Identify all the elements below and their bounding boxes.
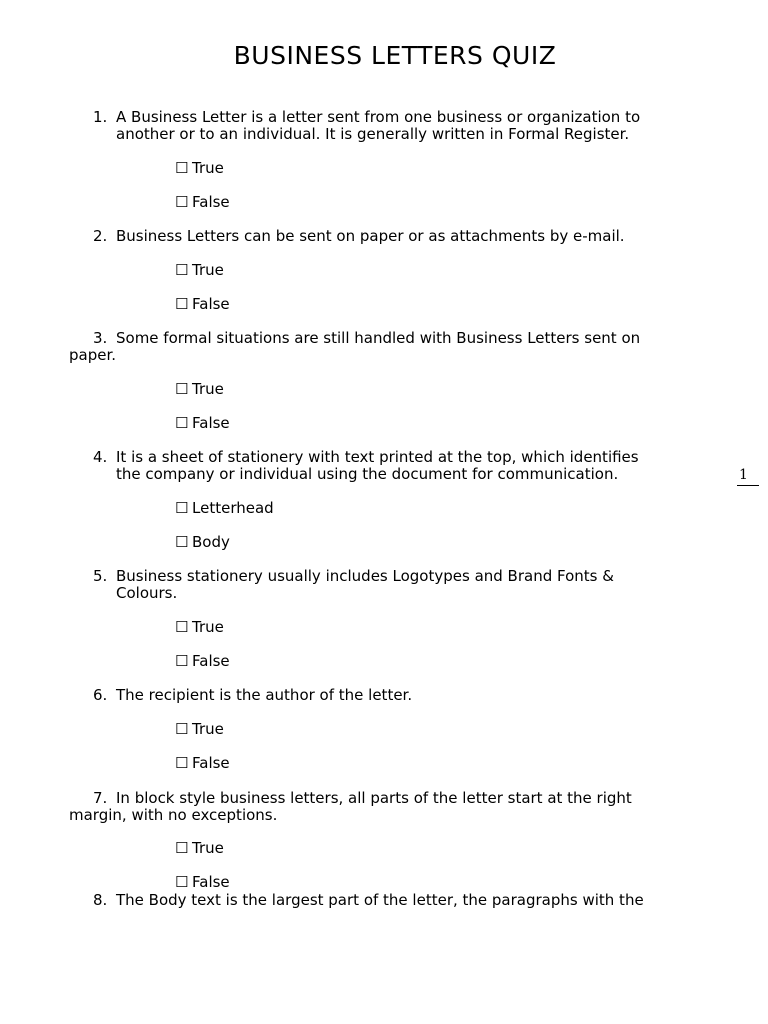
question-text-line: Business stationery usually includes Logotypes and Brand Fonts & [116, 567, 614, 585]
checkbox-icon[interactable]: ☐ [175, 380, 189, 398]
answer-option[interactable] [175, 500, 274, 517]
question-text-line: The recipient is the author of the letter. [116, 686, 413, 704]
option-label: True [192, 380, 224, 398]
answer-option[interactable] [175, 619, 224, 636]
option-label: True [192, 159, 224, 177]
question-number: 8. [93, 891, 108, 909]
checkbox-icon[interactable]: ☐ [175, 754, 189, 772]
question-text-line: In block style business letters, all parts of the letter start at the right [116, 789, 632, 807]
question-number: 7. [93, 789, 108, 807]
question-text-line: Business Letters can be sent on paper or as attachments by e-mail. [116, 227, 625, 245]
checkbox-icon[interactable]: ☐ [175, 295, 189, 313]
page-number-rule [737, 485, 759, 486]
answer-option[interactable] [175, 415, 230, 432]
checkbox-icon[interactable]: ☐ [175, 261, 189, 279]
option-label: True [192, 618, 224, 636]
question-text-line: The Body text is the largest part of the letter, the paragraphs with the [116, 891, 644, 909]
checkbox-icon[interactable]: ☐ [175, 652, 189, 670]
answer-option[interactable] [175, 840, 224, 857]
question-text-line: Colours. [116, 584, 178, 602]
checkbox-icon[interactable]: ☐ [175, 499, 189, 517]
checkbox-icon[interactable]: ☐ [175, 533, 189, 551]
checkbox-icon[interactable]: ☐ [175, 873, 189, 891]
option-label: False [192, 414, 230, 432]
checkbox-icon[interactable]: ☐ [175, 193, 189, 211]
question-text-line: margin, with no exceptions. [69, 806, 278, 824]
question-number: 6. [93, 686, 108, 704]
page-number: 1 [739, 467, 748, 483]
question-text-line: It is a sheet of stationery with text printed at the top, which identifies [116, 448, 639, 466]
answer-option[interactable] [175, 874, 230, 891]
question-text-line: A Business Letter is a letter sent from one business or organization to [116, 108, 641, 126]
checkbox-icon[interactable]: ☐ [175, 618, 189, 636]
question-number: 4. [93, 448, 108, 466]
checkbox-icon[interactable]: ☐ [175, 839, 189, 857]
answer-option[interactable] [175, 653, 230, 670]
question-text-line: paper. [69, 346, 117, 364]
answer-option[interactable] [175, 296, 230, 313]
option-label: True [192, 261, 224, 279]
question-text-line: another or to an individual. It is generally written in Formal Register. [116, 125, 630, 143]
page-title: BUSINESS LETTERS QUIZ [233, 41, 557, 70]
answer-option[interactable] [175, 262, 224, 279]
option-label: False [192, 754, 230, 772]
option-label: False [192, 652, 230, 670]
option-label: True [192, 720, 224, 738]
option-label: False [192, 295, 230, 313]
option-label: Body [192, 533, 230, 551]
question-number: 1. [93, 108, 108, 126]
option-label: True [192, 839, 224, 857]
question-text-line: Some formal situations are still handled with Business Letters sent on [116, 329, 641, 347]
question-number: 2. [93, 227, 108, 245]
answer-option[interactable] [175, 160, 224, 177]
option-label: False [192, 193, 230, 211]
checkbox-icon[interactable]: ☐ [175, 414, 189, 432]
checkbox-icon[interactable]: ☐ [175, 159, 189, 177]
question-number: 3. [93, 329, 108, 347]
answer-option[interactable] [175, 381, 224, 398]
checkbox-icon[interactable]: ☐ [175, 720, 189, 738]
answer-option[interactable] [175, 721, 224, 738]
option-label: Letterhead [192, 499, 274, 517]
answer-option[interactable] [175, 534, 230, 551]
option-label: False [192, 873, 230, 891]
question-number: 5. [93, 567, 108, 585]
question-text-line: the company or individual using the document for communication. [116, 465, 619, 483]
answer-option[interactable] [175, 755, 230, 772]
answer-option[interactable] [175, 194, 230, 211]
